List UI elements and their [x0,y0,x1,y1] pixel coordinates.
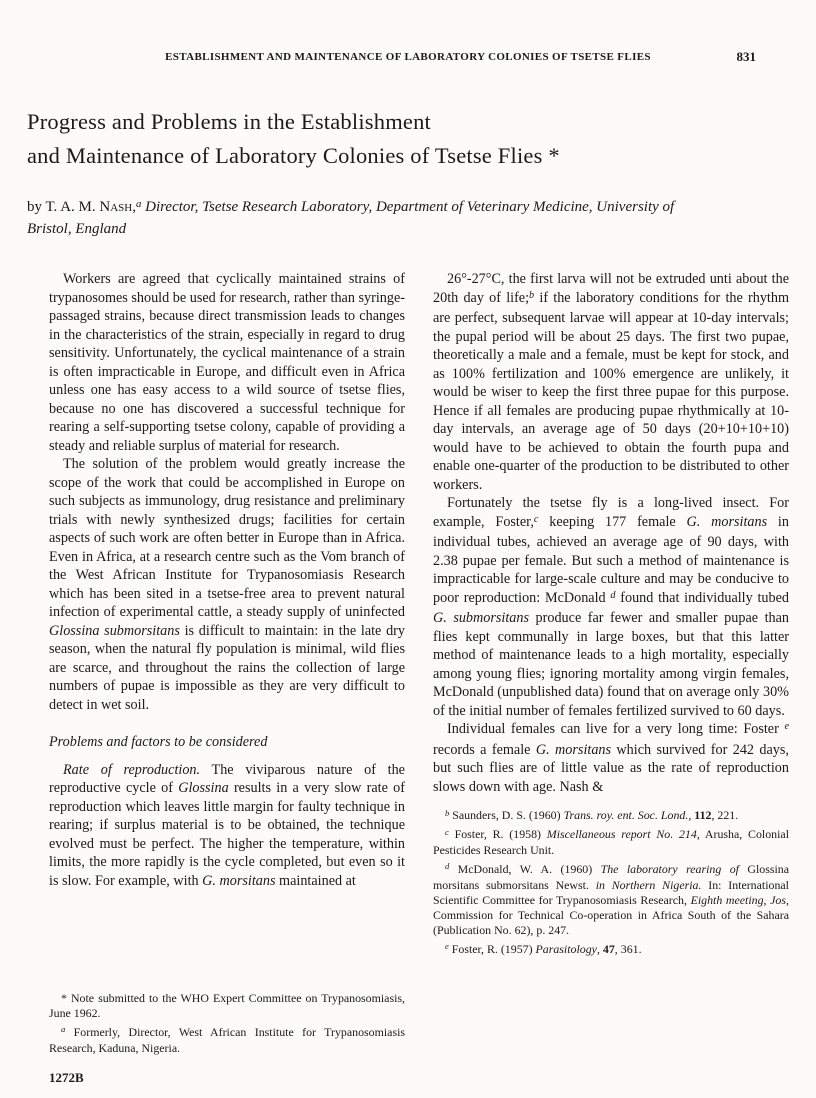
article-title [27,105,789,173]
footnote-asterisk: * Note submitted to the WHO Expert Committee on Trypanosomiasis, June 1962. [49,991,405,1021]
footnote-a: $^a$ Formerly, Director, West African Institute for Trypanosomiasis Research, Kaduna, Nigeria. [49,1024,405,1055]
article-title-line-1: Progress and Problems in the Establishment [27,109,431,134]
column-right [433,270,789,1086]
section-heading: Problems and factors to be considered [49,734,268,750]
paragraph: Rate of reproduction. The viviparous nature of the reproductive cycle of Glossina results in a very slow rate of reproduction which leaves little margin for faulty technique in rearing; if surplus material is to be obtained, the technique evolved must be perfect. The higher the temperature, within limits, the more rapidly is the cycle completed, but even so it is slow. For example, with G. morsitans maintained at [49,761,405,889]
signature-mark: 1272B [49,1070,84,1085]
footnote-b: $^b$ Saunders, D. S. (1960) Trans. roy. ent. Soc. Lond., 112, 221. [445,807,739,822]
footnote-d: $^d$ McDonald, W. A. (1960) The laboratory rearing of Glossina morsitans submorsitans Newst. in Northern Nigeria. In: International Scientific Committee for Trypanosomiasis Research, Eighth meeting, Jos, Commission for Technical Co-operation in Africa South of the Sahara (Publication No. 62), p. 247. [433,861,789,938]
paragraph: 26°-27°C, the first larva will not be extruded unti about the 20th day of life;$^b$ if the laboratory conditions for the rhythm are perfect, subsequent larvae will appear at 10-day intervals; the pupal period will be about 25 days. The first two pupae, theoretically a male and a female, must be kept for stock, and as 100% fertilization and 100% emergence are unlikely, it would be wiser to keep the first three pupae for this purpose. Hence if all females are producing pupae rhythmically at 10-day intervals, an average age of 50 days (20+10+10+10) would have to be achieved to obtain the fourth pupa and enable one-quarter of the production to be distributed to other workers. [433,271,789,493]
footnote-e: $^e$ Foster, R. (1957) Parasitology, 47, 361. [445,941,642,956]
paragraph: Fortunately the tsetse fly is a long-lived insect. For example, Foster,$^c$ keeping 177 female G. morsitans in individual tubes, achieved an average age of 90 days, with 2.38 pupae per female. But such a method of maintenance is impracticable for large-scale culture and may be conducive to poor reproduction: McDonald $^d$ found that individually tubed G. submorsitans produce far fewer and smaller pupae than flies kept communally in large boxes, but that this latter method of maintenance leads to a high mortality, especially among young flies; ignoring mortality among virgin females, McDonald (unpublished data) found that on average only 30% of the initial number of females fertilized survived to 60 days. [433,495,789,719]
two-column-body [27,270,789,1098]
running-title: ESTABLISHMENT AND MAINTENANCE OF LABORATORY COLONIES OF TSETSE FLIES [165,51,651,63]
paragraph: Workers are agreed that cyclically maintained strains of trypanosomes should be used for research, rather than syringe-passaged strains, because direct transmission leads to changes in the characteristics of the strain, especially in regard to drug sensitivity. Unfortunately, the cyclical maintenance of a strain is often impracticable in Europe, and difficult even in Africa unless one has easy access to a wild source of tsetse flies, because no one has discovered a successful technique for rearing a self-supporting tsetse colony, capable of providing a steady and reliable surplus of material for research. [49,271,405,454]
running-header [27,50,789,65]
article-title-line-2: and Maintenance of Laboratory Colonies of Tsetse Flies * [27,143,560,168]
footnote-c: $^c$ Foster, R. (1958) Miscellaneous report No. 214, Arusha, Colonial Pesticides Research Unit. [433,826,789,858]
paragraph: Individual females can live for a very long time: Foster $^e$ records a female G. morsitans which survived for 242 days, but such flies are of little value as the rate of reproduction slows down with age. Nash & [433,721,789,795]
column-left [49,270,405,1086]
footnotes-right [433,808,789,958]
byline: by T. A. M. Nash,$^a$ Director, Tsetse Research Laboratory, Department of Veterinary Medicine, University of Bristol, England [27,197,675,237]
page-number: 831 [736,49,756,64]
footnotes-left [49,991,405,1086]
paragraph: The solution of the problem would greatly increase the scope of the work that could be accomplished in Europe on such subjects as immunology, drug resistance and preliminary trials with newly synthesized drugs; facilities for certain aspects of such work are often better in Europe than in Africa. Even in Africa, at a research centre such as the Vom branch of the West African Institute for Trypanosomiasis Research which has been sited in a tsetse-free area to prevent natural infection of experimental cattle, a steady supply of uninfected Glossina submorsitans is difficult to maintain: in the late dry season, when the natural fly population is minimal, wild flies are scarce, and throughout the rains the collection of large numbers of pupae is impossible as they are very difficult to detect in wet soil. [49,456,405,713]
